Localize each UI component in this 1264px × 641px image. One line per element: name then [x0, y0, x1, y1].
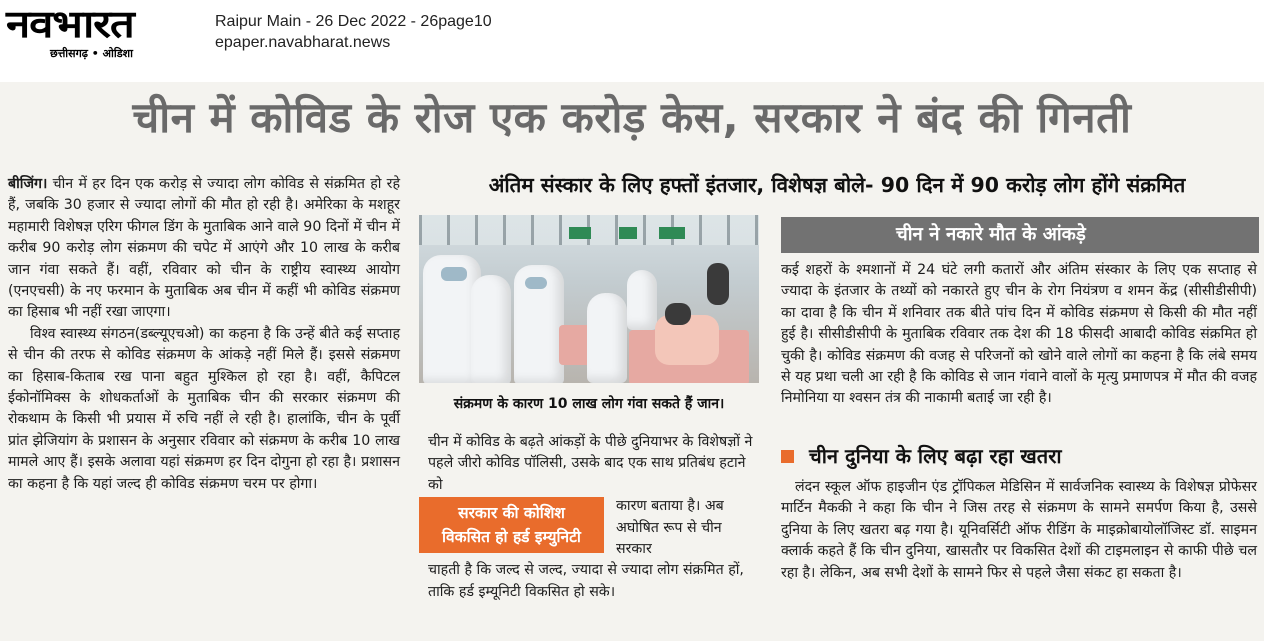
main-headline: चीन में कोविड के रोज एक करोड़ केस, सरकार ने बंद की गिनती — [132, 93, 1132, 142]
section-heading — [781, 442, 1257, 470]
dateline: बीजिंग। — [8, 176, 48, 192]
edition-info — [215, 11, 492, 53]
left-column — [8, 174, 400, 495]
middle-lead: चीन में कोविड के बढ़ते आंकड़ों के पीछे दुनियाभर के विशेषज्ञों ने पहले जीरो कोविड पॉलिसी, उसके बाद एक साथ प्रतिबंध हटाने को — [428, 434, 753, 493]
left-para-1 — [8, 174, 400, 324]
pull-quote-box — [419, 497, 604, 553]
sidebar-box-title: चीन ने नकारे मौत के आंकड़े — [781, 217, 1259, 253]
right-para-2: लंदन स्कूल ऑफ हाइजीन एंड ट्रॉपिकल मेडिसिन में सार्वजनिक स्वास्थ्य के विशेषज्ञ प्रोफेसर मार्टिन मैककी ने कहा कि चीन ने जिस तरह से संक्रमण के सामने समर्पण किया है, उससे दुनिया के लिए खतरा बढ़ गया है। यूनिवर्सिटी ऑफ रीडिंग के माइक्रोबायोलॉजिस्ट डॉ. साइमन क्लार्क कहते हैं कि चीन दुनिया, खासतौर पर विकसित देशों की टाइमलाइन से काफी पीछे चल रहा है। लेकिन, अब सभी देशों के सामने फिर से पहले जैसा संकट हा सकता है। — [781, 479, 1257, 581]
photo-caption: संक्रमण के कारण 10 लाख लोग गंवा सकते हैं जान। — [453, 396, 725, 412]
pull-quote-line-1: सरकार की कोशिश — [458, 504, 565, 522]
photo-visor — [525, 277, 547, 289]
edition-line: Raipur Main - 26 Dec 2022 - 26page10 — [215, 13, 492, 30]
photo-worker — [587, 293, 627, 383]
square-bullet-icon — [781, 450, 794, 463]
sub-headline: अंतिम संस्कार के लिए हफ्तों इंतजार, विशेषज्ञ बोले- 90 दिन में 90 करोड़ लोग होंगे संक्रमित — [488, 173, 1186, 197]
site-url[interactable]: epaper.navabharat.news — [215, 34, 391, 51]
masthead — [0, 0, 1264, 64]
middle-wrapped: कारण बताया है। अब अघोषित रूप से चीन सरकार — [616, 498, 724, 558]
photo-sign — [659, 227, 685, 239]
logo-subtitle: छत्तीसगढ़ • ओडिशा — [50, 47, 133, 60]
news-photo — [419, 215, 759, 383]
middle-tail: चाहती है कि जल्द से जल्द, ज्यादा से ज्यादा लोग संक्रमित हों, ताकि हर्ड इम्यूनिटी विकसित हो सके। — [428, 562, 744, 600]
left-para-2: विश्व स्वास्थ्य संगठन(डब्ल्यूएचओ) का कहना है कि उन्हें बीते कई सप्ताह से चीन की तरफ से कोविड संक्रमण के आंकड़े नहीं मिले हैं। इससे संक्रमण का हिसाब-किताब रख पाना बहुत मुश्किल हो रहा है। वहीं, कैपिटल ईकोनॉमिक्स के शोधकर्ताओं के मुताबिक चीन की सरकार संक्रमण की रोकथाम के किसी भी प्रयास में रुचि नहीं ले रही है। हालांकि, चीन के पूर्वी प्रांत झेजियांग के प्रशासन के अनुसार रविवार को संक्रमण के करीब 10 लाख मामले आए हैं। इसके अलावा यहां संक्रमण हर दिन दोगुना हो रहा है। प्रशासन का कहना है कि यहां जल्द ही कोविड संक्रमण चरम पर होगा। — [8, 325, 400, 492]
article-clipping — [0, 82, 1264, 641]
photo-sign — [569, 227, 591, 239]
photo-sign — [619, 227, 637, 239]
newspaper-logo[interactable] — [6, 4, 202, 60]
photo-worker — [627, 270, 657, 330]
photo-worker — [471, 275, 511, 383]
logo-text: नवभारत — [6, 2, 134, 46]
pull-quote-line-2: विकसित हो हर्ड इम्युनिटी — [442, 528, 581, 546]
left-para-1-text: चीन में हर दिन एक करोड़ से ज्यादा लोग कोविड से संक्रमित हो रहे हैं, जबकि 30 हजार से ज्यादा लोगों की मौत हो रही है। अमेरिका के मशहूर महामारी विशेषज्ञ एरिग फीगल डिंग के मुताबिक आने वाले 90 दिनों में चीन में करीब 90 करोड़ लोग संक्रमण की चपेट में आएंगे और 10 लाख के करीब जान गंवा सकते हैं। वहीं, रविवार को चीन के राष्ट्रीय स्वास्थ्य आयोग (एनएचसी) के नए फरमान के मुताबिक अब चीन में कहीं भी कोविड संक्रमण का हिसाब भी नहीं रखा जाएगा। — [8, 176, 401, 321]
photo-patient-head — [665, 303, 691, 325]
section-title: चीन दुनिया के लिए बढ़ा रहा खतरा — [809, 444, 1062, 468]
photo-visor — [441, 267, 467, 281]
right-para-1: कई शहरों के श्मशानों में 24 घंटे लगी कतारों और अंतिम संस्कार के लिए एक सप्ताह से ज्यादा के इंतजार के तथ्यों को नकारते हुए चीन के रोग नियंत्रण व शमन केंद्र (सीसीडीसीपी) का दावा है कि चीन में शनिवार तक बीते पांच दिन में कोविड संक्रमण से किसी की मौत नहीं हुई है। सीसीडीसीपी के मुताबिक रविवार तक देश की 18 फीसदी आबादी कोविड संक्रमित हो चुकी है। कोविड संक्रमण की वजह से परिजनों को खोने वाले लोगों का कहना है कि लंबे समय से यह प्रथा चली आ रही है कि कोविड से जान गंवाने वालों के मृत्यु प्रमाणपत्र में मौत की वजह निमोनिया या श्वसन तंत्र की नाकामी बताई जा रही है। — [781, 262, 1258, 407]
photo-person — [707, 263, 729, 305]
